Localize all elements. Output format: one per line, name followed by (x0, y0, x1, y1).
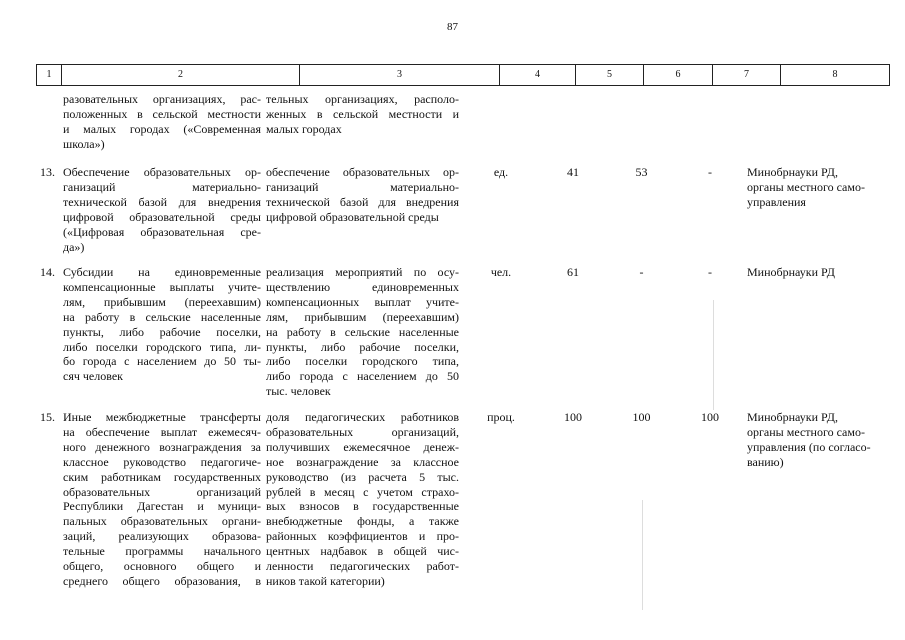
row-15-description (63, 410, 261, 589)
text-line: на работу в сельские населенные (63, 309, 261, 324)
header-col-2: 2 (62, 65, 300, 85)
text-line: разовательных организациях, рас- (63, 92, 261, 106)
row-15-responsible (747, 410, 887, 470)
text-line: лям, прибывшим (переехавшим) (266, 309, 459, 324)
row-15-unit: проц. (487, 410, 515, 424)
row-14-value-5: 61 (567, 265, 579, 279)
text-line: общего, основного общего и (63, 559, 261, 574)
text-line: ного денежного вознаграждения за (63, 439, 261, 454)
text-line: заций, реализующих образова- (63, 529, 261, 544)
row-15-value-7: 100 (701, 410, 719, 424)
text-line: ное вознаграждение за классное (266, 454, 459, 469)
text-line: да») (63, 239, 85, 254)
text-line: бо города с населением до 50 ты- (63, 354, 261, 369)
text-line: классное руководство педагогиче- (63, 454, 261, 469)
row-15-indicator (266, 410, 459, 589)
text-line: либо поселки городского типа, ли- (63, 339, 261, 354)
text-line: женных в сельской местности и (266, 106, 459, 121)
text-line: вых взносов в государственные (266, 499, 459, 514)
text-line: управления (по согласо- (747, 439, 871, 454)
text-line: и малых городах («Современная (63, 121, 261, 136)
header-col-7: 7 (713, 65, 781, 85)
text-line: органы местного само- (747, 424, 865, 439)
text-line: сяч человек (63, 369, 123, 384)
text-line: образовательных организаций (63, 484, 261, 499)
table-header (36, 64, 890, 86)
row-14-indicator (266, 265, 459, 399)
text-line: малых городах (266, 121, 342, 136)
text-line: тельных организациях, располо- (266, 92, 459, 106)
text-line: цифровой образовательной среды (266, 209, 439, 224)
text-line: («Цифровая образовательная сре- (63, 224, 261, 239)
row-13-value-7: - (708, 165, 712, 179)
row-13-responsible (747, 165, 887, 210)
text-line: центных надбавок в общей чис- (266, 544, 459, 559)
row-number: 15. (40, 410, 55, 424)
text-line: пальных образовательных органи- (63, 514, 261, 529)
text-line: компенсационные выплаты учите- (63, 279, 261, 294)
text-line: Иные межбюджетные трансферты (63, 410, 261, 424)
text-line: тельные программы начального (63, 544, 261, 559)
text-line: управления (747, 194, 806, 209)
text-line: Обеспечение образовательных ор- (63, 165, 261, 179)
text-line: ским работникам государственных (63, 469, 261, 484)
text-line: на обеспечение выплат ежемесяч- (63, 424, 261, 439)
header-col-1: 1 (37, 65, 62, 85)
row-15-value-5: 100 (564, 410, 582, 424)
text-line: органы местного само- (747, 179, 865, 194)
text-line: Республики Дагестан и муници- (63, 499, 261, 514)
text-line: школа») (63, 136, 105, 151)
header-col-4: 4 (500, 65, 576, 85)
text-line: на работу в сельские населенные (266, 324, 459, 339)
scan-artifact-line (642, 500, 643, 610)
text-line: внебюджетные фонды, а также (266, 514, 459, 529)
text-line: цифровой образовательной среды (63, 209, 261, 224)
row-13-value-5: 41 (567, 165, 579, 179)
row-number: 13. (40, 165, 55, 179)
text-line: либо поселки городского типа, (266, 354, 459, 369)
scan-artifact-line (713, 300, 714, 410)
row-13-description (63, 165, 261, 254)
text-line: либо города с населением до 50 (266, 369, 459, 384)
text-line: реализация мероприятий по осу- (266, 265, 459, 279)
row-14-unit: чел. (490, 265, 512, 279)
text-line: ганизаций материально- (63, 179, 261, 194)
text-line: пункты, либо рабочие поселки, (63, 324, 261, 339)
text-line: лям, прибывшим (переехавшим) (63, 294, 261, 309)
header-col-6: 6 (644, 65, 713, 85)
text-line: Минобрнауки РД (747, 265, 835, 279)
continuation-col2 (63, 92, 261, 152)
row-14-responsible (747, 265, 887, 280)
text-line: пункты, либо рабочие поселки, (266, 339, 459, 354)
text-line: районных коэффициентов и про- (266, 529, 459, 544)
text-line: компенсационных выплат учите- (266, 294, 459, 309)
header-col-8: 8 (832, 69, 838, 80)
row-13-value-6: 53 (635, 165, 648, 179)
row-13-indicator (266, 165, 459, 225)
continuation-col3 (266, 92, 459, 137)
text-line: Минобрнауки РД, (747, 165, 838, 179)
text-line: образовательных организаций, (266, 424, 459, 439)
text-line: технической базой для внедрения (266, 194, 459, 209)
row-13-unit: ед. (493, 165, 509, 179)
text-line: Минобрнауки РД, (747, 410, 838, 424)
text-line: ленности педагогических работ- (266, 559, 459, 574)
header-col-5: 5 (576, 65, 644, 85)
text-line: тыс. человек (266, 384, 331, 399)
text-line: ников такой категории) (266, 573, 385, 588)
text-line: ганизаций материально- (266, 179, 459, 194)
row-15-value-6: 100 (632, 410, 651, 424)
text-line: рублей в месяц с учетом страхо- (266, 484, 459, 499)
row-number: 14. (40, 265, 55, 279)
text-line: ванию) (747, 454, 784, 469)
text-line: ществлению единовременных (266, 279, 459, 294)
header-col-3: 3 (300, 65, 500, 85)
row-14-value-6: - (639, 265, 644, 279)
text-line: положенных в сельской местности (63, 106, 261, 121)
page-number: 87 (447, 21, 458, 33)
text-line: обеспечение образовательных ор- (266, 165, 459, 179)
row-14-value-7: - (708, 265, 712, 279)
text-line: доля педагогических работников (266, 410, 459, 424)
text-line: Субсидии на единовременные (63, 265, 261, 279)
text-line: руководство (из расчета 5 тыс. (266, 469, 459, 484)
text-line: среднего общего образования, в (63, 573, 261, 588)
row-14-description (63, 265, 261, 384)
text-line: получивших ежемесячное денеж- (266, 439, 459, 454)
text-line: технической базой для внедрения (63, 194, 261, 209)
